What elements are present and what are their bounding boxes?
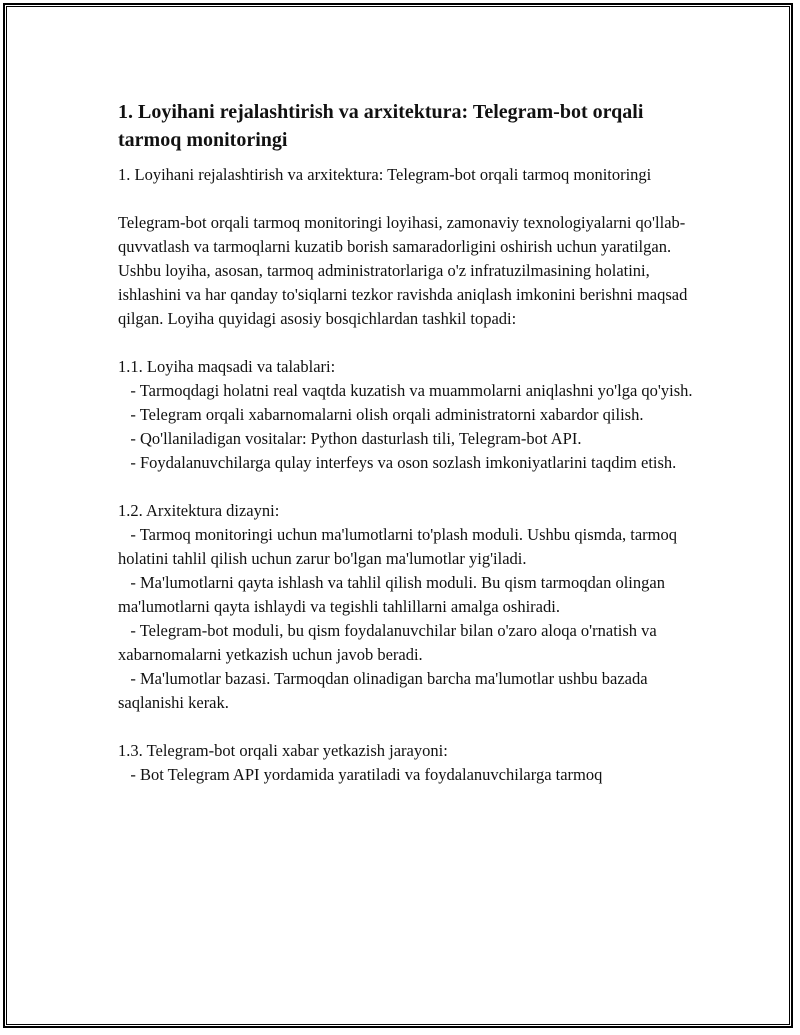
section-1-3-item: - Bot Telegram API yordamida yaratiladi va foydalanuvchilarga tarmoq — [118, 765, 603, 784]
section-1-1-item: - Telegram orqali xabarnomalarni olish orqali administratorni xabardor qilish. — [118, 405, 644, 424]
document-content — [118, 98, 698, 787]
section-1-2-item: - Ma'lumotlar bazasi. Tarmoqdan olinadigan barcha ma'lumotlar ushbu bazada saqlanishi kerak. — [118, 669, 652, 712]
section-1-1-item: - Tarmoqdagi holatni real vaqtda kuzatish va muammolarni aniqlashni yo'lga qo'yish. — [118, 381, 693, 400]
section-1-2-item: - Telegram-bot moduli, bu qism foydalanuvchilar bilan o'zaro aloqa o'rnatish va xabarnomalarni yetkazish uchun javob beradi. — [118, 621, 661, 664]
section-1-2-title: 1.2. Arxitektura dizayni: — [118, 501, 280, 520]
intro-paragraph: Telegram-bot orqali tarmoq monitoringi loyihasi, zamonaviy texnologiyalarni qo'llab-quvvatlash va tarmoqlarni kuzatib borish samaradorligini oshirish uchun yaratilgan. Ushbu loyiha, asosan, tarmoq administratorlariga o'z infratuzilmasining holatini, ishlashini va har qanday to'siqlarni tezkor ravishda aniqlash imkonini berishni maqsad qilgan. Loyiha quyidagi asosiy bosqichlardan tashkil topadi: — [118, 213, 692, 328]
section-1-2-item: - Ma'lumotlarni qayta ishlash va tahlil qilish moduli. Bu qism tarmoqdan olingan ma'lumotlarni qayta ishlaydi va tegishli tahlillarni amalga oshiradi. — [118, 573, 670, 616]
document-subtitle: 1. Loyihani rejalashtirish va arxitektura: Telegram-bot orqali tarmoq monitoringi — [118, 165, 652, 184]
section-1-3-title: 1.3. Telegram-bot orqali xabar yetkazish jarayoni: — [118, 741, 448, 760]
section-1-1-item: - Foydalanuvchilarga qulay interfeys va oson sozlash imkoniyatlarini taqdim etish. — [118, 453, 677, 472]
section-1-2-item: - Tarmoq monitoringi uchun ma'lumotlarni to'plash moduli. Ushbu qismda, tarmoq holatini tahlil qilish uchun zarur bo'lgan ma'lumotlar yig'iladi. — [118, 525, 682, 568]
section-1-1-item: - Qo'llaniladigan vositalar: Python dasturlash tili, Telegram-bot API. — [118, 429, 582, 448]
section-1-1-title: 1.1. Loyiha maqsadi va talablari: — [118, 357, 336, 376]
document-page — [3, 3, 793, 1028]
document-heading: 1. Loyihani rejalashtirish va arxitektura: Telegram-bot orqali tarmoq monitoringi — [118, 101, 644, 151]
